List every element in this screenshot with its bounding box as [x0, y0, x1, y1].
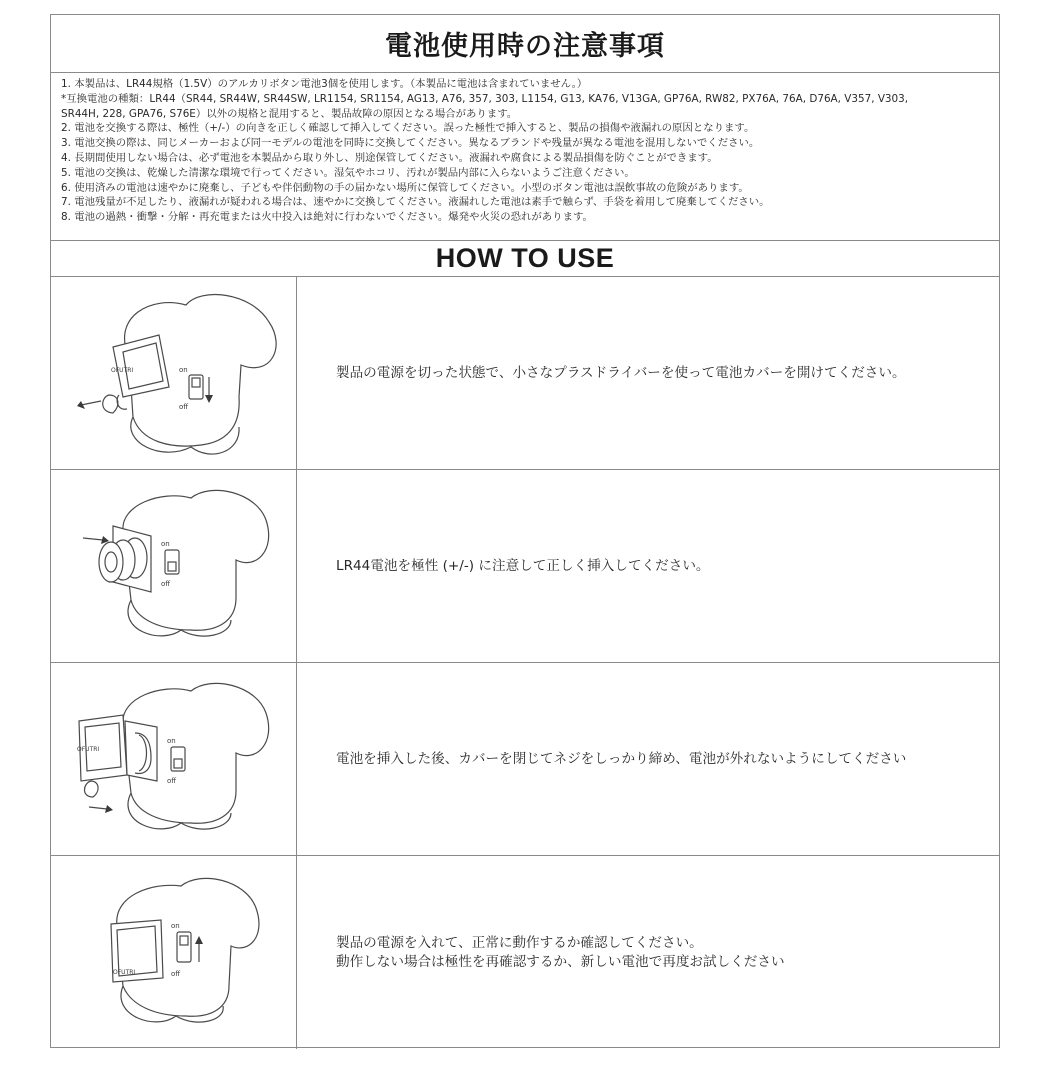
note-line: 3. 電池交換の際は、同じメーカーおよび同一モデルの電池を同時に交換してください。異なるブランドや残量が異なる電池を混用しないでください。 — [61, 137, 760, 150]
switch-on-label: on — [167, 737, 176, 745]
note-line: 7. 電池残量が不足したり、液漏れが疑われる場合は、速やかに交換してください。液漏れした電池は素手で触らず、手袋を着用して廃棄してください。 — [61, 196, 770, 209]
brand-text: OFUTRI — [113, 969, 136, 976]
brand-text: OFUTRI — [111, 367, 134, 374]
note-line: SR44H, 228, GPA76, S76E）以外の規格と混用すると、製品故障の原因となる場合があります。 — [61, 107, 518, 120]
switch-off-label: off — [179, 403, 189, 411]
note-line: *互換電池の種類：LR44（SR44, SR44W, SR44SW, LR1154, SR1154, AG13, A76, 357, 303, L1154, G13, KA76, V13GA, GP76A, RW82, PX76A, 76A, D76A, V357, V303, — [61, 92, 909, 105]
step-row — [51, 277, 999, 470]
step-text — [336, 663, 989, 855]
instruction-sheet — [50, 14, 1000, 1048]
step-illustration — [51, 277, 297, 469]
close-cover-illustration-icon — [51, 663, 297, 856]
switch-on-label: on — [179, 366, 188, 374]
note-line: 5. 電池の交換は、乾燥した清潔な環境で行ってください。湿気やホコリ、汚れが製品内部に入らないようご注意ください。 — [61, 166, 635, 179]
power-on-illustration-icon — [51, 856, 297, 1049]
step-line: 動作しない場合は極性を再確認するか、新しい電池で再度お試しください — [336, 953, 785, 970]
battery-notes — [51, 73, 999, 241]
step-line: LR44電池を極性 (+/-) に注意して正しく挿入してください。 — [336, 557, 710, 574]
step-line: 電池を挿入した後、カバーを閉じてネジをしっかり締め、電池が外れないようにしてください — [336, 750, 907, 767]
note-line: 8. 電池の過熱・衝撃・分解・再充電または火中投入は絶対に行わないでください。爆発や火災の恐れがあります。 — [61, 211, 593, 224]
step-row — [51, 663, 999, 856]
note-line: 6. 使用済みの電池は速やかに廃棄し、子どもや伴侶動物の手の届かない場所に保管してください。小型のボタン電池は誤飲事故の危険があります。 — [61, 181, 749, 194]
switch-off-label: off — [161, 580, 171, 588]
note-line: 2. 電池を交換する際は、極性（+/-）の向きを正しく確認して挿入してください。誤った極性で挿入すると、製品の損傷や液漏れの原因となります。 — [61, 122, 755, 135]
how-to-use-heading: HOW TO USE — [51, 241, 999, 277]
step-text — [336, 470, 989, 662]
insert-batteries-illustration-icon — [51, 470, 297, 663]
step-illustration — [51, 470, 297, 662]
step-line: 製品の電源を切った状態で、小さなプラスドライバーを使って電池カバーを開けてください。 — [336, 364, 906, 381]
step-row — [51, 856, 999, 1049]
step-illustration — [51, 663, 297, 855]
step-line: 製品の電源を入れて、正常に動作するか確認してください。 — [336, 934, 703, 951]
step-illustration — [51, 856, 297, 1049]
switch-on-label: on — [161, 540, 170, 548]
step-row — [51, 470, 999, 663]
switch-on-label: on — [171, 922, 180, 930]
note-line: 4. 長期間使用しない場合は、必ず電池を本製品から取り外し、別途保管してください。液漏れや腐食による製品損傷を防ぐことができます。 — [61, 151, 718, 164]
page-title: 電池使用時の注意事項 — [51, 15, 999, 73]
step-text — [336, 277, 989, 469]
note-line: 1. 本製品は、LR44規格（1.5V）のアルカリボタン電池3個を使用します。（本製品に電池は含まれていません。） — [61, 78, 588, 90]
steps-list — [51, 277, 999, 1049]
switch-off-label: off — [167, 777, 177, 785]
step-text — [336, 856, 989, 1049]
open-cover-illustration-icon — [51, 277, 297, 470]
switch-off-label: off — [171, 970, 181, 978]
brand-text: OFUTRI — [77, 746, 100, 753]
